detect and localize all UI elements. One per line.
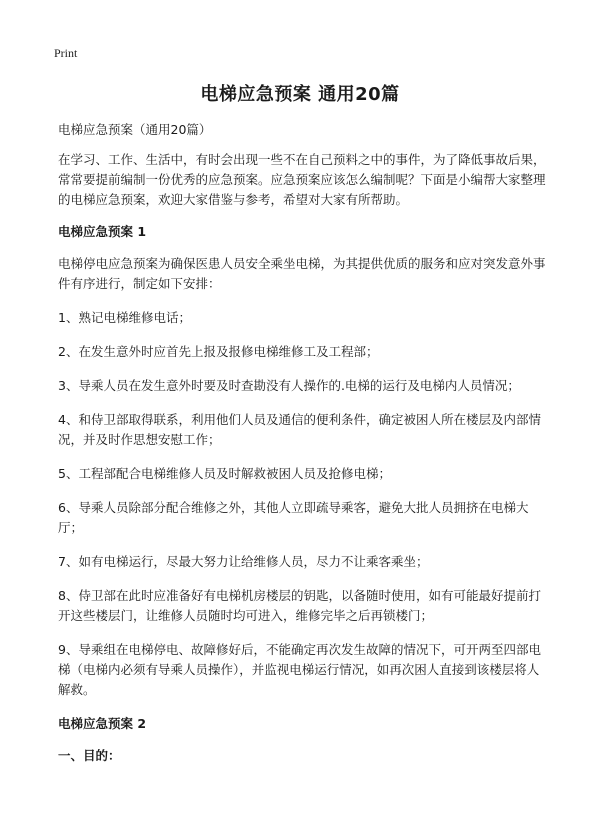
list-item: 4、和侍卫部取得联系，利用他们人员及通信的便利条件，确定被困人所在楼层及内部情况，并及时作思想安慰工作； — [58, 412, 541, 447]
list-item: 7、如有电梯运行，尽最大努力让给维修人员，尽力不让乘客乘坐； — [58, 554, 429, 569]
intro-paragraph: 在学习、工作、生活中，有时会出现一些不在自己预料之中的事件，为了降低事故后果，常常要提前编制一份优秀的应急预案。应急预案应该怎么编制呢？下面是小编帮大家整理的电梯应急预案，欢迎大家借鉴与参考，希望对大家有所帮助。 — [58, 152, 546, 207]
list-item: 5、工程部配合电梯维修人员及时解救被困人员及抢修电梯； — [58, 466, 391, 481]
page-title: 电梯应急预案 通用20篇 — [200, 84, 400, 105]
list-item: 3、导乘人员在发生意外时要及时查勘没有人操作的.电梯的运行及电梯内人员情况； — [58, 378, 520, 393]
print-label: Print — [54, 46, 78, 60]
document-body — [58, 120, 550, 766]
section-subheading: 一、目的： — [58, 748, 121, 763]
document-subtitle: 电梯应急预案（通用20篇） — [58, 122, 212, 137]
list-item: 6、导乘人员除部分配合维修之外，其他人立即疏导乘客，避免大批人员拥挤在电梯大厅； — [58, 500, 529, 535]
list-item: 9、导乘组在电梯停电、故障修好后，不能确定再次发生故障的情况下，可开两至四部电梯（电梯内必须有导乘人员操作），并监视电梯运行情况，如再次困人直接到该楼层将人解救。 — [58, 642, 541, 697]
section-paragraph: 电梯停电应急预案为确保医患人员安全乘坐电梯，为其提供优质的服务和应对突发意外事件有序进行，制定如下安排： — [58, 256, 546, 291]
section-heading: 电梯应急预案 1 — [58, 224, 147, 239]
list-item: 2、在发生意外时应首先上报及报修电梯维修工及工程部； — [58, 344, 379, 359]
list-item: 1、熟记电梯维修电话； — [58, 310, 191, 325]
section-heading: 电梯应急预案 2 — [58, 716, 147, 731]
list-item: 8、侍卫部在此时应准备好有电梯机房楼层的钥匙，以备随时使用，如有可能最好提前打开这些楼层门，让维修人员随时均可进入，维修完毕之后再锁楼门； — [58, 588, 541, 623]
